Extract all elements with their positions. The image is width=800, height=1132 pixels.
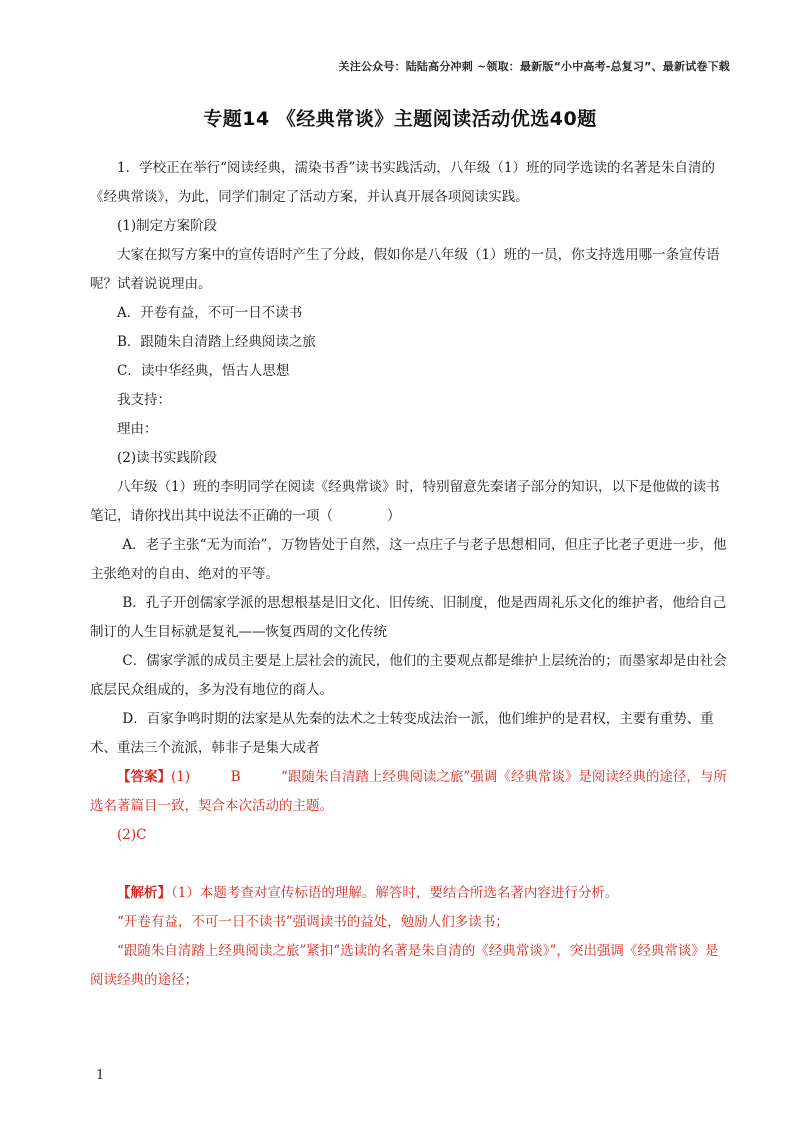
analysis-line3: “跟随朱自清踏上经典阅读之旅”紧扣“选读的名著是朱自清的《经典常谈》”，突出强调《经典常谈》是阅读经典的途径； [90,943,719,988]
question-stem: 1．学校正在举行“阅读经典，濡染书香”读书实践活动，八年级（1）班的同学选读的名著是朱自清的《经典常谈》，为此，同学们制定了活动方案，并认真开展各项阅读实践。 [90,160,715,205]
option-b: B．跟随朱自清踏上经典阅读之旅 [117,334,316,350]
analysis-tag: 【解析】 [117,885,171,901]
answer-part1-text: (1) B “跟随朱自清踏上经典阅读之旅”强调《经典常谈》是阅读经典的途径，与所选名著篇目一致，契合本次活动的主题。 [90,769,727,814]
page-number: 1 [96,1068,105,1083]
option-a: A．开卷有益，不可一日不读书 [117,305,303,321]
answer-part1 [90,763,730,821]
answer-part2: (2)C [117,827,147,843]
answer-tag: 【答案】 [117,769,171,785]
analysis-line1 [90,879,730,908]
analysis-line1-text: （1）本题考查对宣传标语的理解。解答时，要结合所选名著内容进行分析。 [171,885,619,901]
analysis-line2: “开卷有益，不可一日不读书”强调读书的益处，勉励人们多读书； [117,914,509,930]
part2-option-a: A．老子主张“无为而治”，万物皆处于自然，这一点庄子与老子思想相同，但庄子比老子更进一步，他主张绝对的自由、绝对的平等。 [90,537,727,582]
part1-heading: (1)制定方案阶段 [117,218,218,234]
option-c: C．读中华经典，悟古人思想 [117,363,290,379]
part2-option-d: D．百家争鸣时期的法家是从先秦的法术之士转变成法治一派，他们维护的是君权，主要有重势、重术、重法三个流派，韩非子是集大成者 [90,711,714,756]
part1-prompt: 大家在拟写方案中的宣传语时产生了分歧，假如你是八年级（1）班的一员，你支持选用哪一条宣传语呢？试着说说理由。 [90,247,720,292]
part2-heading: (2)读书实践阶段 [117,450,218,466]
reason-label: 理由： [117,421,158,437]
part2-option-c: C．儒家学派的成员主要是上层社会的流民，他们的主要观点都是维护上层统治的；而墨家却是由社会底层民众组成的，多为没有地位的商人。 [90,653,727,698]
part2-option-b: B．孔子开创儒家学派的思想根基是旧文化、旧传统、旧制度，他是西周礼乐文化的维护者，他给自己制订的人生目标就是复礼——恢复西周的文化传统 [90,595,727,640]
part2-prompt: 八年级（1）班的李明同学在阅读《经典常谈》时，特别留意先秦诸子部分的知识，以下是他做的读书笔记，请你找出其中说法不正确的一项（ ） [90,479,720,524]
header-note: 关注公众号：陆陆高分冲刺 ~领取：最新版“小中高考-总复习”、最新试卷下载 [338,60,730,73]
page-title: 专题14 《经典常谈》主题阅读活动优选40题 [203,108,597,130]
content-body [90,154,730,995]
spacer [90,850,730,879]
support-label: 我支持： [117,392,171,408]
